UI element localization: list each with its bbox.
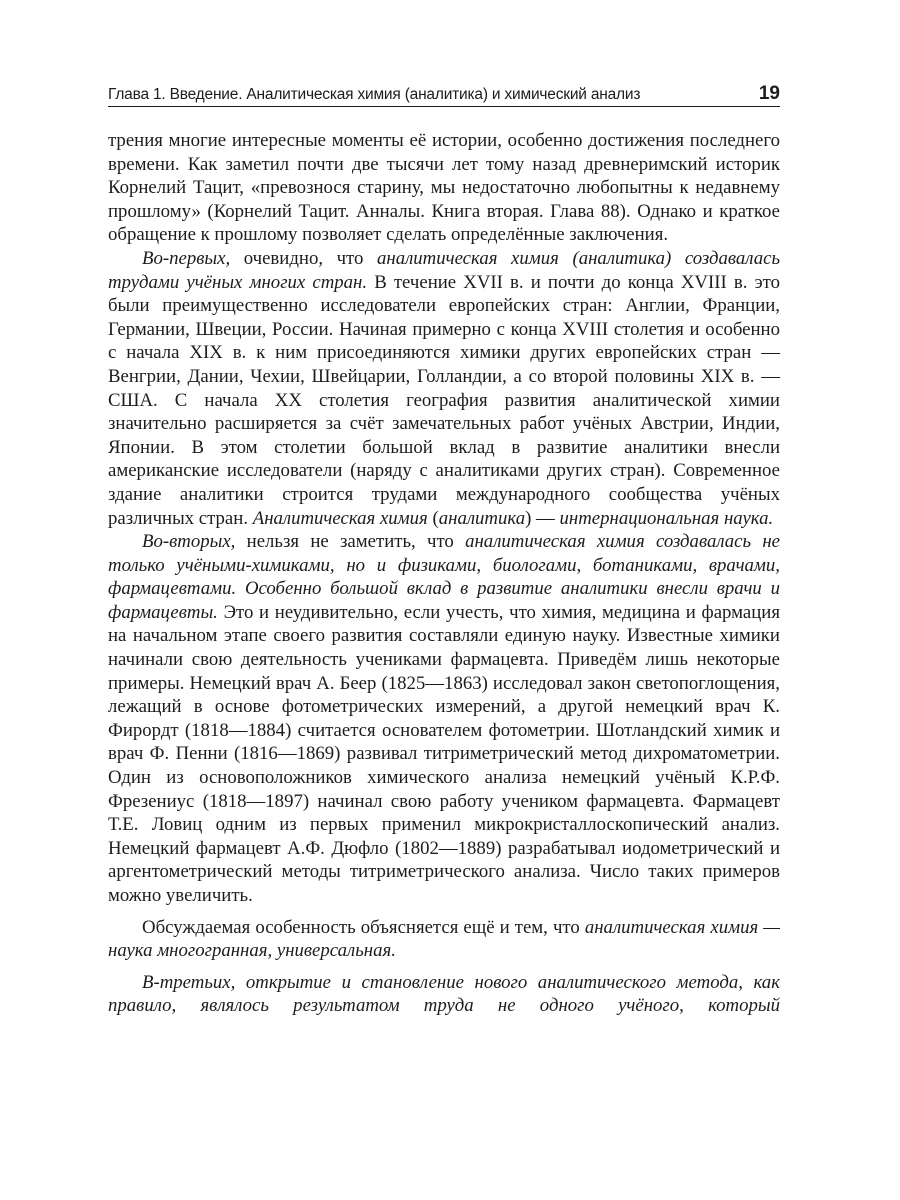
body-text [108,129,780,1018]
paragraph [108,129,780,247]
text-span: В течение XVII в. и почти до конца XVIII в. это были преимущественно исследователи европейских стран: Англии, Франции, Германии, Швеции, России. Начиная примерно с конца XVIII столетия и особенно с начала XIX в. к ним присоединяются химики других европейских стран — Венгрии, Дании, Чехии, Швейцарии, Голландии, а со второй половины XIX в. — США. С начала XX столетия география развития аналитической химии значительно расширяется за счёт замечательных работ учёных Австрии, Индии, Японии. В этом столетии большой вклад в развитие аналитики внесли американские исследователи (наряду с аналитиками других стран). Современное здание аналитики строится трудами международного сообщества учёных различных стран. [108,271,780,529]
text-span: ( [427,507,439,529]
italic-span: Аналитическая химия [252,507,428,529]
paragraph [108,971,780,1018]
italic-span: Во-вторых, [142,531,236,553]
paragraph [108,530,780,908]
book-page [108,78,780,1018]
paragraph [108,247,780,530]
text-span: Это и неудивительно, если учесть, что химия, медицина и фармация на начальном этапе своего развития составляли единую науку. Известные химики начинали свою деятельность учениками фармацевта. Приведём лишь некоторые примеры. Немецкий врач А. Беер (1825—1863) исследовал закон светопоглощения, лежащий в основе фотометрических измерений, а другой немецкий врач К. Фирордт (1818—1884) считается основателем фотометрии. Шотландский химик и врач Ф. Пенни (1816—1869) развивал титриметрический метод дихроматометрии. Один из основоположников химического анализа немецкий учёный К.Р.Ф. Фрезениус (1818—1897) начинал свою работу учеником фармацевта. Фармацевт Т.Е. Ловиц одним из первых применил микрокристаллоскопический анализ. Немецкий фармацевт А.Ф. Дюфло (1802—1889) разрабатывал иодометрический и аргентометрический методы титриметрического анализа. Число таких примеров можно увеличить. [108,601,780,906]
italic-span: аналитика [438,507,526,529]
italic-span: аналитическая химия создавалась не только учёными-химиками, но и физиками, биологами, ботаниками, врачами, фармацевтами. Особенно большой вклад в развитие аналитики внесли врачи и фармацевты. [108,531,780,623]
text-span: очевидно, что [230,247,377,269]
text-span: трения многие интересные моменты её истории, особенно достижения последнего времени. Как заметил почти две тысячи лет тому назад древнеримский историк Корнелий Тацит, «превознося старину, мы недостаточно любопытны к недавнему прошлому» (Корнелий Тацит. Анналы. Книга вторая. Глава 88). Однако и краткое обращение к прошлому позволяет сделать определённые заключения. [108,130,780,246]
paragraph [108,916,780,963]
italic-span: аналитическая химия — наука многогранная, универсальная. [108,916,780,962]
italic-span: интернациональная наука. [559,507,774,529]
running-title: Глава 1. Введение. Аналитическая химия (аналитика) и химический анализ [108,86,641,103]
text-span: Обсуждаемая особенность объясняется ещё и тем, что [142,916,585,938]
text-span: ) — [525,507,560,529]
italic-span: аналитическая химия (аналитика) создавалась трудами учёных многих стран. [108,247,780,293]
running-header [108,78,780,107]
italic-span: В-третьих, открытие и становление нового аналитического метода, как правило, являлось результатом труда не одного учёного, который [108,971,780,1017]
page-number: 19 [758,83,780,104]
italic-span: Во-первых, [142,247,231,269]
text-span: нельзя не заметить, что [235,531,466,553]
